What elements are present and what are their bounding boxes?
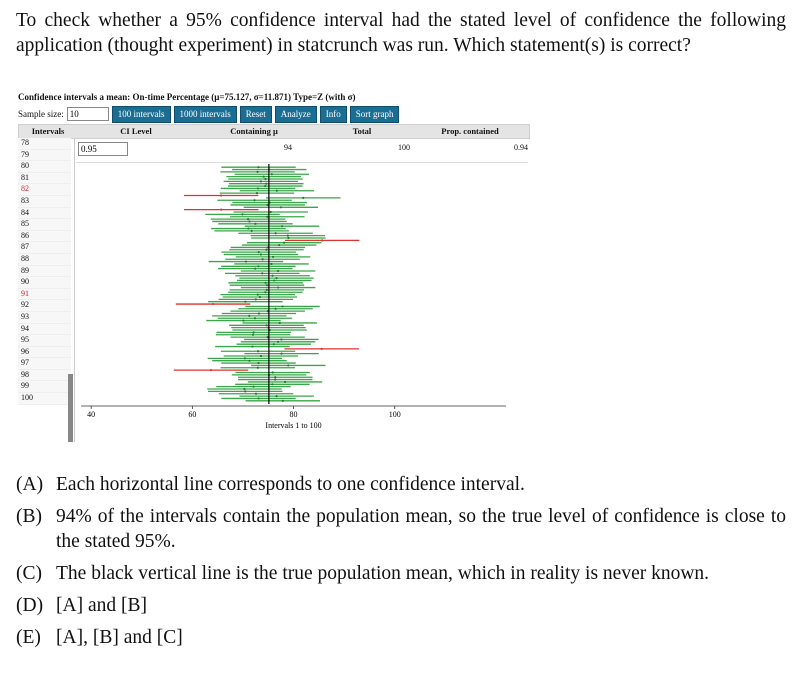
- sample-mean-dot: [265, 282, 267, 284]
- choice-key: (C): [16, 563, 42, 584]
- analyze-button[interactable]: Analyze: [275, 106, 317, 123]
- interval-list-item[interactable]: 78: [18, 138, 71, 150]
- sample-mean-dot: [287, 364, 289, 366]
- sample-mean-dot: [276, 395, 278, 397]
- sample-mean-dot: [256, 192, 258, 194]
- sample-mean-dot: [244, 357, 246, 359]
- interval-list-scrollbar[interactable]: [68, 374, 73, 442]
- sample-mean-dot: [257, 187, 259, 189]
- sample-mean-dot: [264, 185, 266, 187]
- sample-mean-dot: [281, 225, 283, 227]
- sample-mean-dot: [252, 334, 254, 336]
- choice-text: Each horizontal line corresponds to one confidence interval.: [56, 474, 525, 495]
- sample-mean-dot: [274, 308, 276, 310]
- sample-mean-dot: [321, 239, 323, 241]
- interval-list-item[interactable]: 96: [18, 347, 71, 359]
- sample-mean-dot: [253, 199, 255, 201]
- total-value: 100: [398, 143, 410, 152]
- col-total: Total: [352, 126, 372, 136]
- sample-mean-dot: [254, 317, 256, 319]
- sample-mean-dot: [265, 249, 267, 251]
- interval-list-item[interactable]: 83: [18, 196, 71, 208]
- interval-list-item[interactable]: 80: [18, 161, 71, 173]
- sample-mean-dot: [247, 218, 249, 220]
- sample-mean-dot: [287, 235, 289, 237]
- interval-list-item[interactable]: 86: [18, 231, 71, 243]
- sample-mean-dot: [242, 319, 244, 321]
- sample-mean-dot: [277, 270, 279, 272]
- sample-mean-dot: [274, 376, 276, 378]
- sample-mean-dot: [280, 338, 282, 340]
- sample-mean-dot: [259, 296, 261, 298]
- x-axis-label: Intervals 1 to 100: [265, 421, 322, 430]
- x-tick-label: 100: [388, 410, 401, 419]
- reset-button[interactable]: Reset: [240, 106, 272, 123]
- interval-list-item[interactable]: 99: [18, 381, 71, 393]
- sample-mean-dot: [252, 386, 254, 388]
- sort-graph-button[interactable]: Sort graph: [350, 106, 400, 123]
- choice-text: The black vertical line is the true population mean, which in reality is never known.: [56, 563, 710, 584]
- sample-mean-dot: [272, 256, 274, 258]
- sample-mean-dot: [251, 230, 253, 232]
- interval-list-item[interactable]: 88: [18, 254, 71, 266]
- sample-mean-dot: [266, 216, 268, 218]
- sample-mean-dot: [257, 362, 259, 364]
- sample-mean-dot: [210, 369, 212, 371]
- sample-mean-dot: [287, 237, 289, 239]
- col-prop-contained: Prop. contained: [441, 126, 499, 136]
- interval-list-item[interactable]: 90: [18, 277, 71, 289]
- sample-mean-dot: [220, 209, 222, 211]
- applet-toolbar: [18, 106, 399, 122]
- sample-mean-dot: [266, 284, 268, 286]
- sample-mean-dot: [245, 260, 247, 262]
- choice-key: (B): [16, 506, 42, 527]
- interval-list-item[interactable]: 79: [18, 150, 71, 162]
- interval-list-item[interactable]: 92: [18, 300, 71, 312]
- interval-list-item[interactable]: 95: [18, 335, 71, 347]
- sample-mean-dot: [248, 220, 250, 222]
- sample-mean-dot: [273, 343, 275, 345]
- sample-mean-dot: [262, 258, 264, 260]
- results-header: [18, 124, 530, 139]
- sample-mean-dot: [266, 289, 268, 291]
- sample-mean-dot: [281, 305, 283, 307]
- col-ci-level: CI Level: [120, 126, 152, 136]
- sample-mean-dot: [251, 345, 253, 347]
- sample-mean-dot: [257, 350, 259, 352]
- sample-mean-dot: [270, 211, 272, 213]
- sample-mean-dot: [260, 253, 262, 255]
- interval-list-item[interactable]: 93: [18, 312, 71, 324]
- sample-mean-dot: [260, 355, 262, 357]
- choice-e[interactable]: [16, 625, 786, 650]
- sample-mean-dot: [241, 213, 243, 215]
- x-tick-label: 60: [188, 410, 197, 419]
- sample-mean-dot: [263, 176, 265, 178]
- sample-mean-dot: [255, 298, 257, 300]
- sample-mean-dot: [271, 173, 273, 175]
- sample-mean-dot: [264, 178, 266, 180]
- choice-key: (D): [16, 595, 44, 616]
- x-tick-label: 80: [289, 410, 298, 419]
- interval-list-item[interactable]: 100: [18, 393, 71, 405]
- info-button[interactable]: Info: [320, 106, 347, 123]
- sample-mean-dot: [248, 360, 250, 362]
- results-values: [76, 142, 528, 163]
- sample-mean-dot: [265, 183, 267, 185]
- sample-mean-dot: [258, 251, 260, 253]
- sample-mean-dot: [277, 341, 279, 343]
- interval-list-item[interactable]: 81: [18, 173, 71, 185]
- sample-mean-dot: [254, 223, 256, 225]
- sample-mean-dot: [270, 263, 272, 265]
- sample-mean-dot: [248, 315, 250, 317]
- choice-text: 94% of the intervals contain the population mean, so the true level of confidence is close to the stated 95%.: [56, 506, 786, 552]
- sample-mean-dot: [247, 227, 249, 229]
- sample-mean-dot: [257, 166, 259, 168]
- x-tick-label: 40: [87, 410, 96, 419]
- choice-key: (E): [16, 627, 41, 648]
- choice-b[interactable]: [16, 504, 786, 554]
- sample-mean-dot: [277, 286, 279, 288]
- sample-mean-dot: [280, 353, 282, 355]
- sample-mean-dot: [261, 272, 263, 274]
- sample-mean-dot: [220, 194, 222, 196]
- confidence-interval-plot: [76, 162, 528, 442]
- sample-mean-dot: [302, 197, 304, 199]
- sample-mean-dot: [279, 322, 281, 324]
- sample-size-input[interactable]: [67, 107, 109, 121]
- interval-list-item[interactable]: 87: [18, 242, 71, 254]
- interval-list-item[interactable]: 94: [18, 324, 71, 336]
- interval-list-item[interactable]: 91: [18, 289, 71, 301]
- sample-mean-dot: [243, 388, 245, 390]
- statcrunch-applet: [16, 92, 536, 442]
- interval-list-item[interactable]: 89: [18, 266, 71, 278]
- interval-list-item[interactable]: 84: [18, 208, 71, 220]
- sample-mean-dot: [244, 390, 246, 392]
- sample-mean-dot: [273, 279, 275, 281]
- sample-mean-dot: [256, 171, 258, 173]
- interval-list[interactable]: [18, 138, 75, 442]
- sample-mean-dot: [258, 312, 260, 314]
- 100-intervals-button[interactable]: 100 intervals: [112, 106, 171, 123]
- question-text: To check whether a 95% confidence interval had the stated level of confidence the following application (thought experiment) in statcrunch was run. Which statement(s) is correct?: [16, 10, 786, 56]
- 1000-intervals-button[interactable]: 1000 intervals: [174, 106, 237, 123]
- sample-mean-dot: [274, 378, 276, 380]
- sample-size-label: Sample size:: [18, 109, 64, 119]
- applet-title: Confidence intervals a mean: On-time Percentage (μ=75.127, σ=11.871) Type=Z (with σ): [18, 92, 356, 102]
- sample-mean-dot: [274, 232, 276, 234]
- containing-value: 94: [284, 143, 292, 152]
- sample-mean-dot: [255, 393, 257, 395]
- choice-text: [A], [B] and [C]: [56, 627, 183, 648]
- sample-mean-dot: [212, 303, 214, 305]
- sample-mean-dot: [284, 381, 286, 383]
- sample-mean-dot: [257, 294, 259, 296]
- sample-mean-dot: [254, 268, 256, 270]
- sample-mean-dot: [282, 400, 284, 402]
- sample-mean-dot: [271, 275, 273, 277]
- col-intervals: Intervals: [31, 126, 65, 136]
- sample-mean-dot: [280, 206, 282, 208]
- sample-mean-dot: [260, 180, 262, 182]
- choice-c[interactable]: [16, 561, 786, 586]
- sample-mean-dot: [272, 371, 274, 373]
- sample-mean-dot: [271, 383, 273, 385]
- sample-mean-dot: [321, 348, 323, 350]
- sample-mean-dot: [244, 301, 246, 303]
- choice-key: (A): [16, 474, 44, 495]
- sample-mean-dot: [276, 190, 278, 192]
- interval-list-item[interactable]: 85: [18, 219, 71, 231]
- sample-mean-dot: [275, 277, 277, 279]
- interval-list-item[interactable]: 82: [18, 184, 71, 196]
- sample-mean-dot: [257, 265, 259, 267]
- choice-text: [A] and [B]: [56, 595, 147, 616]
- sample-mean-dot: [253, 331, 255, 333]
- prop-contained-value: 0.94: [514, 143, 528, 152]
- ci-level-input[interactable]: [78, 142, 128, 156]
- sample-mean-dot: [265, 324, 267, 326]
- col-containing: Containing μ: [230, 126, 278, 136]
- sample-mean-dot: [283, 242, 285, 244]
- sample-mean-dot: [278, 244, 280, 246]
- answer-choices: [16, 472, 786, 657]
- sample-mean-dot: [257, 367, 259, 369]
- interval-list-item[interactable]: 98: [18, 370, 71, 382]
- choice-a[interactable]: [16, 472, 786, 497]
- interval-list-item[interactable]: 97: [18, 358, 71, 370]
- choice-d[interactable]: [16, 593, 786, 618]
- sample-mean-dot: [257, 397, 259, 399]
- sample-mean-dot: [264, 291, 266, 293]
